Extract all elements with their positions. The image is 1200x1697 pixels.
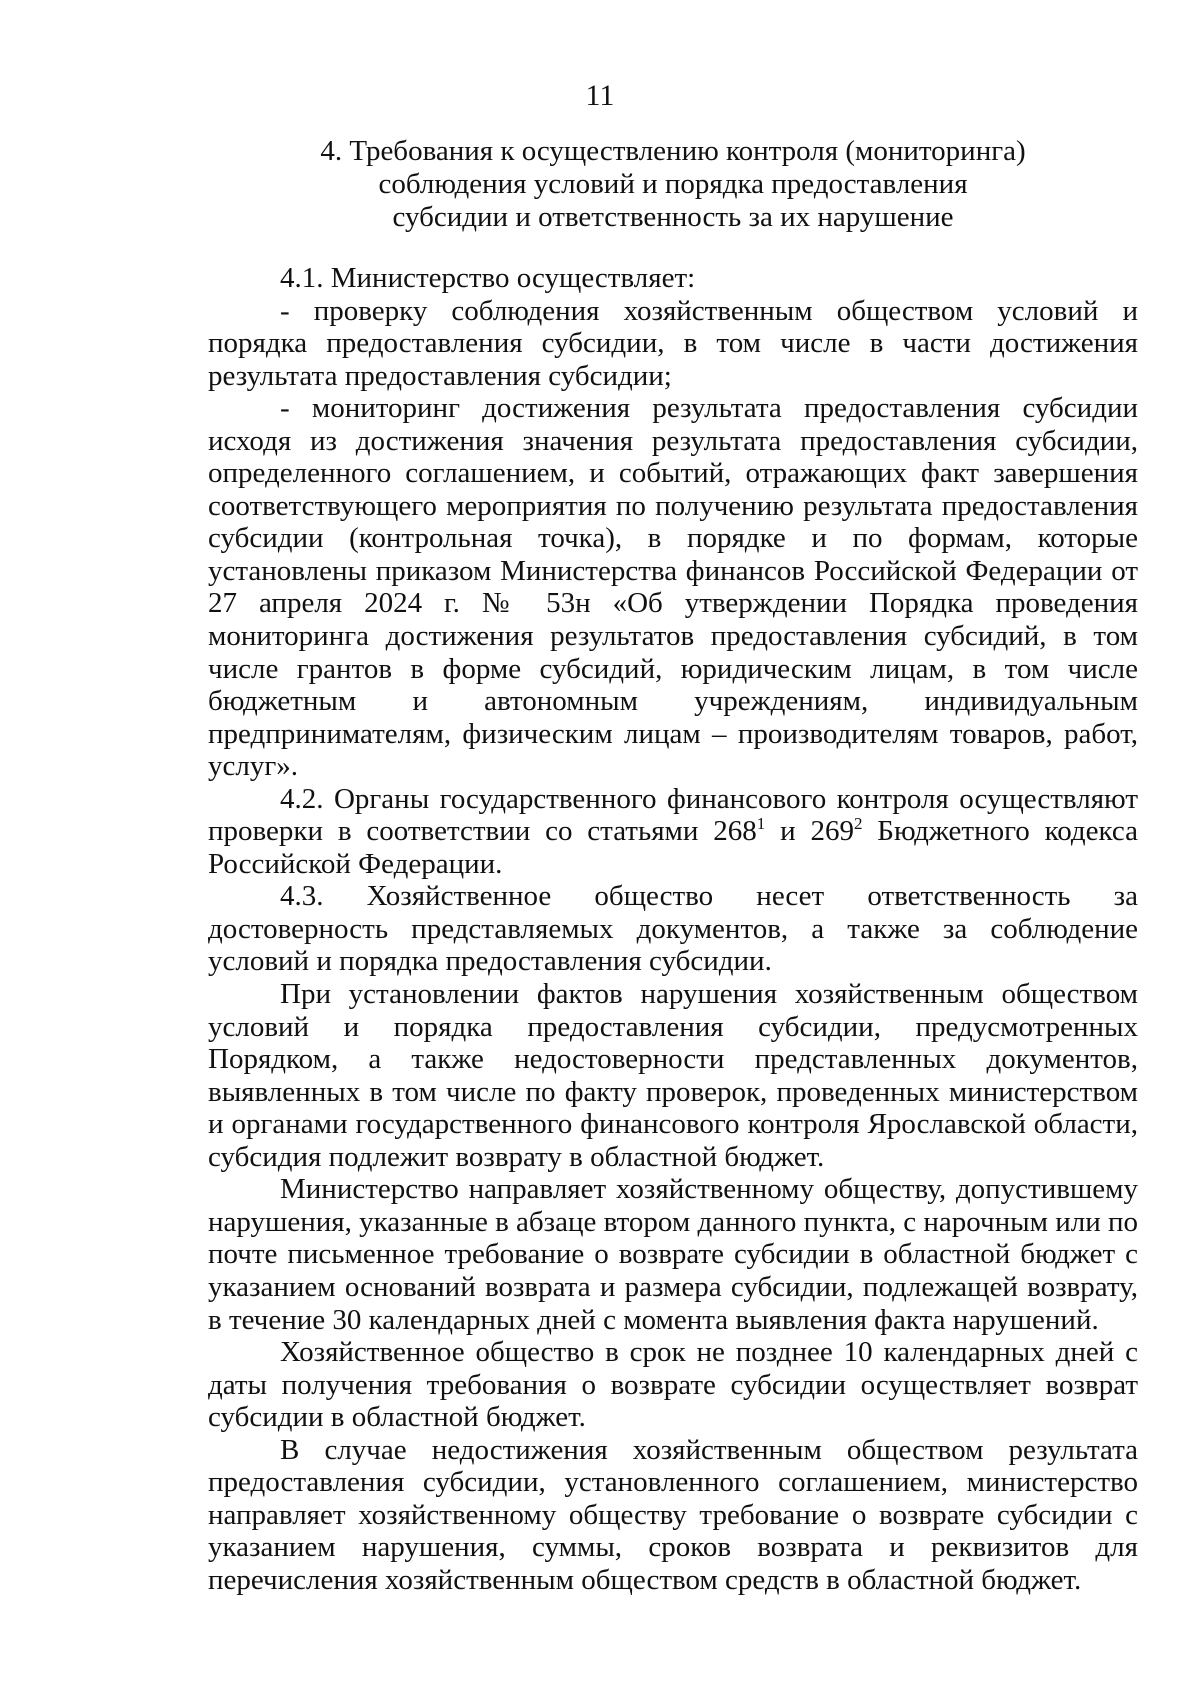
paragraph-monitoring: - мониторинг достижения результата предоставления субсидии исходя из достижения значения результата предоставления субсидии, определенного соглашением, и событий, отражающих факт завершения соответствующего мероприятия по получению результата предоставления субсидии (контрольная точка), в порядке и по формам, которые установлены приказом Министерства финансов Российской Федерации от 27 апреля 2024 г. № 53н «Об утверждении Порядка проведения мониторинга достижения результатов предоставления субсидий, в том числе грантов в форме субсидий, юридическим лицам, в том числе бюджетным и автономным учреждениям, индивидуальным предпринимателям, физическим лицам – производителям товаров, работ, услуг». <box>208 392 1138 783</box>
paragraph-4-2 <box>208 783 1138 881</box>
paragraph-check-compliance: - проверку соблюдения хозяйственным обществом условий и порядка предоставления субсидии, в том числе в части достижения результата предоставления субсидии; <box>208 294 1138 392</box>
heading-line-2: соблюдения условий и порядка предоставления <box>378 168 968 200</box>
page-number: 11 <box>585 79 615 112</box>
paragraph-4-1: 4.1. Министерство осуществляет: <box>280 262 696 294</box>
superscript-2: 2 <box>853 814 863 834</box>
paragraph-4-3: 4.3. Хозяйственное общество несет ответственность за достоверность представляемых документов, а также за соблюдение условий и порядка предоставления субсидии. <box>208 880 1138 978</box>
document-body <box>208 262 1138 1596</box>
superscript-1: 1 <box>756 814 766 834</box>
paragraph-non-achievement: В случае недостижения хозяйственным обществом результата предоставления субсидии, установленного соглашением, министерство направляет хозяйственному обществу требование о возврате субсидии с указанием нарушения, суммы, сроков возврата и реквизитов для перечисления хозяйственным обществом средств в областной бюджет. <box>208 1433 1138 1596</box>
heading-line-3: субсидии и ответственность за их нарушение <box>392 201 954 233</box>
paragraph-4-2-text-a: 4.2. Органы государственного финансового контроля осуществляют проверки в соответствии со статьями 268 <box>208 782 1138 848</box>
section-heading <box>208 135 1138 234</box>
paragraph-4-2-text-c: Бюджетного кодекса Российской Федерации. <box>208 815 1139 880</box>
paragraph-ministry-demand: Министерство направляет хозяйственному обществу, допустившему нарушения, указанные в абзаце втором данного пункта, с нарочным или по почте письменное требование о возврате субсидии в областной бюджет с указанием оснований возврата и размера субсидии, подлежащей возврату, в течение 30 календарных дней с момента выявления факта нарушений. <box>208 1173 1138 1336</box>
heading-line-1: 4. Требования к осуществлению контроля (мониторинга) <box>320 135 1026 167</box>
paragraph-return-term: Хозяйственное общество в срок не позднее 10 календарных дней с даты получения требования о возврате субсидии осуществляет возврат субсидии в областной бюджет. <box>208 1336 1138 1434</box>
paragraph-4-2-text-b: и 269 <box>765 815 854 848</box>
paragraph-violations: При установлении фактов нарушения хозяйственным обществом условий и порядка предоставления субсидии, предусмотренных Порядком, а также недостоверности представленных документов, выявленных в том числе по факту проверок, проведенных министерством и органами государственного финансового контроля Ярославской области, субсидия подлежит возврату в областной бюджет. <box>208 978 1138 1173</box>
